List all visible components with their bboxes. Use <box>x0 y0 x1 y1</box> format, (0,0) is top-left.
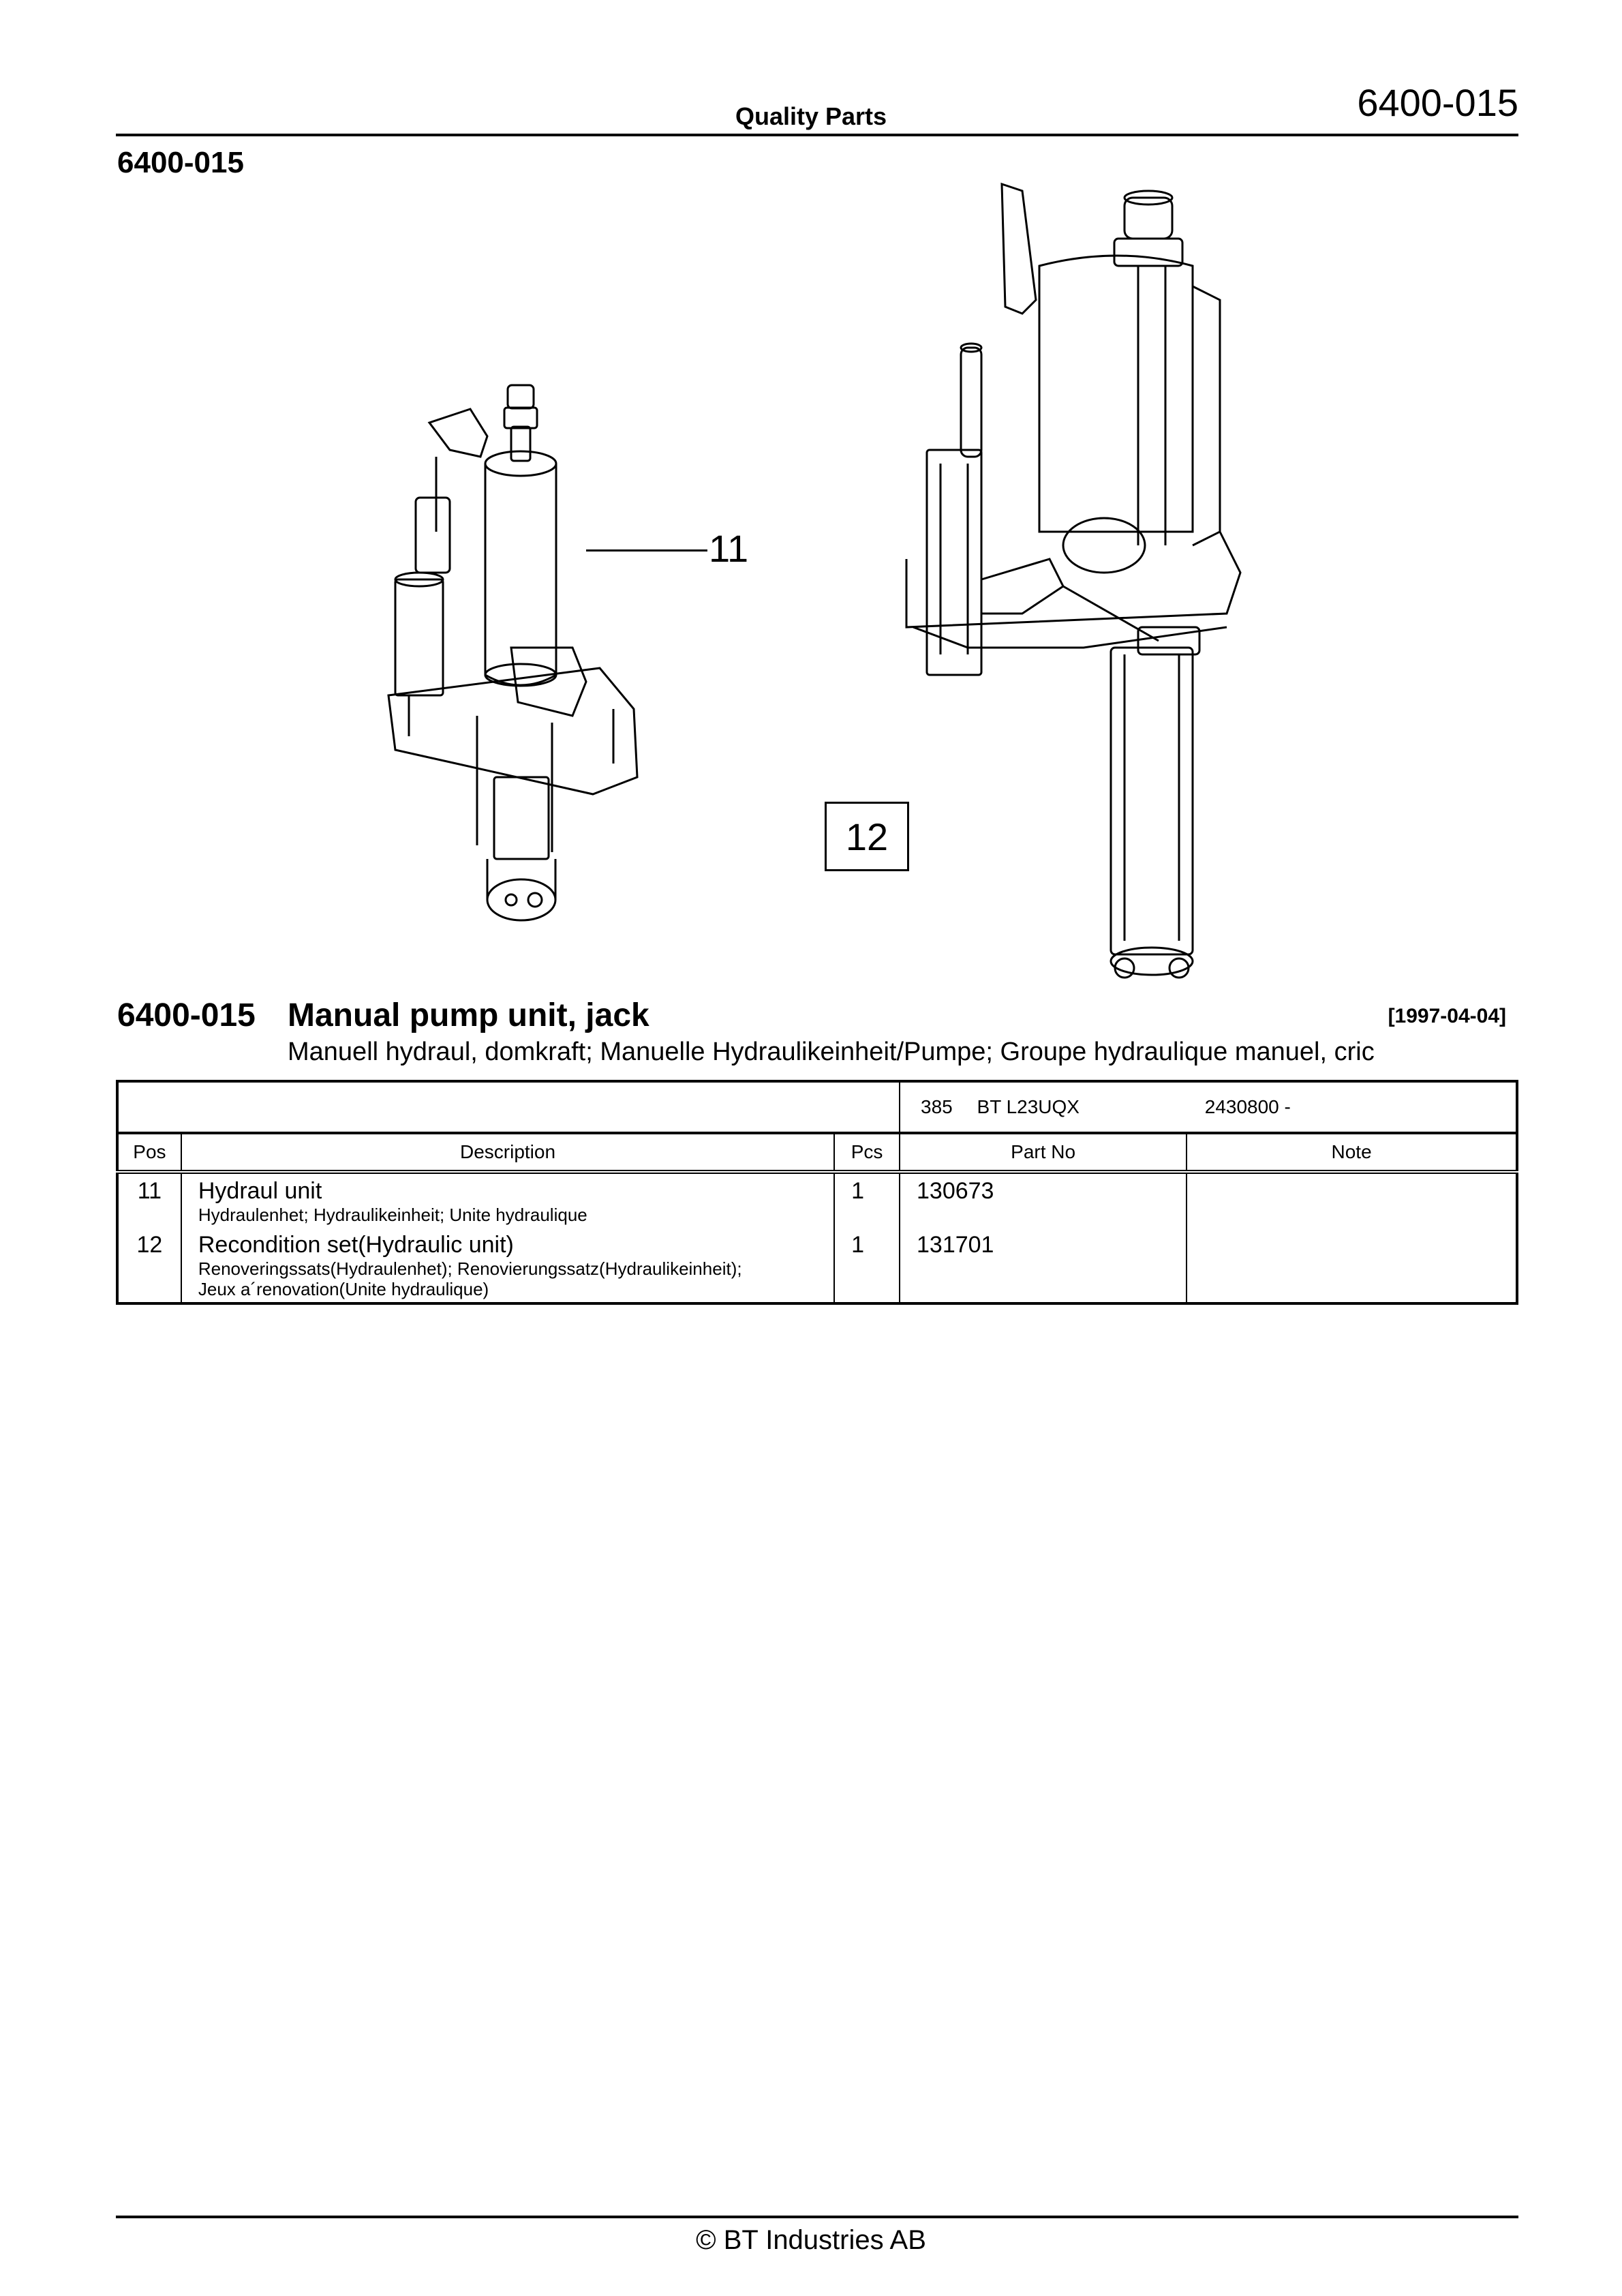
header-description: Description <box>181 1133 834 1172</box>
row-translation: Renoveringssats(Hydraulenhet); Renovierungssatz(Hydraulikeinheit); <box>198 1258 742 1279</box>
callout-leader-line <box>586 549 707 552</box>
recondition-set-drawing <box>906 184 1240 978</box>
model-row <box>117 1081 1517 1133</box>
page-number: 6400-015 <box>1357 81 1518 124</box>
row-description-cell <box>181 1172 834 1225</box>
section-number: 6400-015 <box>117 146 244 179</box>
assembly-translations: Manuell hydraul, domkraft; Manuelle Hydraulikeinheit/Pumpe; Groupe hydraulique manuel, cric <box>288 1038 1375 1066</box>
header-pcs: Pcs <box>834 1133 900 1172</box>
header-pos: Pos <box>117 1133 181 1172</box>
row-note <box>1187 1225 1517 1303</box>
row-part-no: 131701 <box>900 1225 1187 1303</box>
table-row <box>117 1172 1517 1225</box>
assembly-number: 6400-015 <box>117 997 256 1033</box>
header-part-no: Part No <box>900 1133 1187 1172</box>
row-translation: Hydraulenhet; Hydraulikeinheit; Unite hydraulique <box>198 1205 587 1225</box>
footer-copyright: © BT Industries AB <box>696 2225 926 2255</box>
row-description: Recondition set(Hydraulic unit) <box>198 1232 514 1258</box>
row-pcs: 1 <box>834 1225 900 1303</box>
row-pcs: 1 <box>834 1172 900 1225</box>
header-rule <box>116 134 1518 136</box>
row-pos: 11 <box>117 1172 181 1225</box>
row-description-cell <box>181 1225 834 1303</box>
parts-table <box>116 1080 1518 1305</box>
table-header-row <box>117 1133 1517 1172</box>
table-row <box>117 1225 1517 1303</box>
model-code: 385 <box>921 1096 953 1117</box>
header-title: Quality Parts <box>735 102 887 130</box>
row-part-no: 130673 <box>900 1172 1187 1225</box>
model-cell <box>900 1081 1517 1133</box>
assembly-date: [1997-04-04] <box>1388 1005 1506 1027</box>
callout-11: 11 <box>709 527 749 570</box>
assembly-name: Manual pump unit, jack <box>288 997 649 1033</box>
row-translation: Jeux a´renovation(Unite hydraulique) <box>198 1279 489 1299</box>
row-description: Hydraul unit <box>198 1178 322 1204</box>
footer-rule <box>116 2216 1518 2218</box>
hydraulic-unit-drawing <box>388 385 637 920</box>
header-note: Note <box>1187 1133 1517 1172</box>
model-name: BT L23UQX <box>977 1096 1080 1117</box>
callout-12: 12 <box>825 802 909 871</box>
row-pos: 12 <box>117 1225 181 1303</box>
row-note <box>1187 1172 1517 1225</box>
model-serial: 2430800 - <box>1204 1096 1291 1117</box>
